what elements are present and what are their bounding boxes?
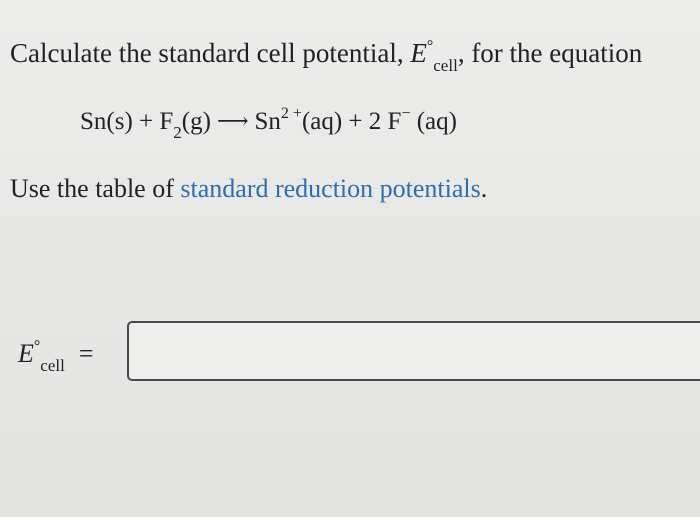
fluoride-state: (aq)	[410, 108, 457, 135]
standard-reduction-potentials-link[interactable]: standard reduction potentials	[180, 174, 481, 203]
instruction-text	[10, 173, 487, 205]
e-cell-degree: °	[426, 38, 434, 55]
reaction-equation	[80, 106, 457, 141]
e-cell-answer-input[interactable]	[127, 321, 700, 381]
fluorine-state: (g)	[181, 108, 211, 135]
tin-charge: 2 +	[280, 105, 302, 122]
equals-sign: =	[78, 339, 94, 368]
answer-subscript: cell	[40, 356, 65, 375]
question-prefix: Calculate the standard cell potential,	[10, 38, 411, 68]
instruction-prefix: Use the table of	[10, 174, 181, 203]
answer-label	[18, 338, 94, 374]
fluorine-subscript: 2	[173, 123, 182, 142]
instruction-suffix: .	[480, 174, 488, 203]
reaction-arrow-icon: ⟶	[216, 108, 249, 133]
question-prompt	[10, 36, 642, 75]
product-tin-state: (aq) + 2 F	[301, 108, 402, 135]
fluoride-charge: −	[401, 105, 411, 122]
product-tin: Sn	[254, 108, 281, 135]
reactant-tin-fluorine: Sn(s) + F	[80, 108, 174, 135]
answer-e-symbol: E	[18, 339, 34, 368]
e-cell-symbol: E	[410, 38, 427, 68]
e-cell-subscript: cell	[433, 56, 458, 75]
answer-degree: °	[33, 338, 41, 355]
question-suffix: , for the equation	[457, 38, 643, 68]
